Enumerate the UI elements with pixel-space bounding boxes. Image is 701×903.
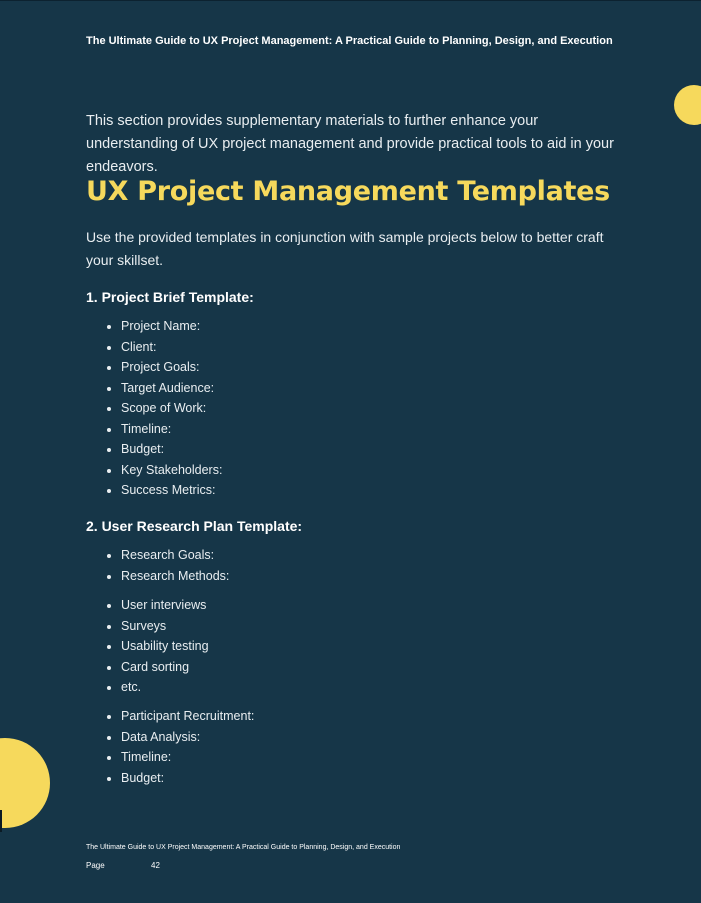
list-item: Budget: xyxy=(106,768,254,789)
list-item: Usability testing xyxy=(106,636,209,657)
list-item: Key Stakeholders: xyxy=(106,460,222,481)
running-footer: The Ultimate Guide to UX Project Management: A Practical Guide to Planning, Design, and Execution xyxy=(86,844,401,851)
section-description: Use the provided templates in conjunction with sample projects below to better craft your skillset. xyxy=(86,229,604,268)
page-number: 42 xyxy=(151,861,160,870)
list-item: Success Metrics: xyxy=(106,480,222,501)
list-item: Project Goals: xyxy=(106,357,222,378)
list-item: Timeline: xyxy=(106,419,222,440)
page-edge-mark xyxy=(0,810,2,832)
list-item: Client: xyxy=(106,337,222,358)
list-item: Timeline: xyxy=(106,747,254,768)
list-item: Research Methods: xyxy=(106,566,229,587)
list-item: Budget: xyxy=(106,439,222,460)
running-header: The Ultimate Guide to UX Project Management: A Practical Guide to Planning, Design, and Execution xyxy=(86,35,613,47)
decorative-circle-top-right xyxy=(674,85,701,125)
list-item: User interviews xyxy=(106,595,209,616)
section-heading-user-research-plan: 2. User Research Plan Template: xyxy=(86,518,303,534)
list-item: Card sorting xyxy=(106,657,209,678)
intro-paragraph: This section provides supplementary materials to further enhance your understanding of UX project management and provide practical tools to aid in your endeavors. xyxy=(86,113,614,175)
research-plan-list-a xyxy=(106,545,229,586)
list-item: Data Analysis: xyxy=(106,727,254,748)
list-item: Participant Recruitment: xyxy=(106,706,254,727)
section-heading-project-brief: 1. Project Brief Template: xyxy=(86,289,254,305)
list-item: Research Goals: xyxy=(106,545,229,566)
list-item: Target Audience: xyxy=(106,378,222,399)
list-item: Project Name: xyxy=(106,316,222,337)
list-item: Surveys xyxy=(106,616,209,637)
research-plan-list-c xyxy=(106,706,254,788)
decorative-circle-bottom-left xyxy=(0,738,50,828)
main-heading: UX Project Management Templates xyxy=(86,176,610,207)
list-item: Scope of Work: xyxy=(106,398,222,419)
project-brief-list xyxy=(106,316,222,501)
list-item: etc. xyxy=(106,677,209,698)
research-methods-list xyxy=(106,595,209,698)
page-label: Page xyxy=(86,861,105,870)
